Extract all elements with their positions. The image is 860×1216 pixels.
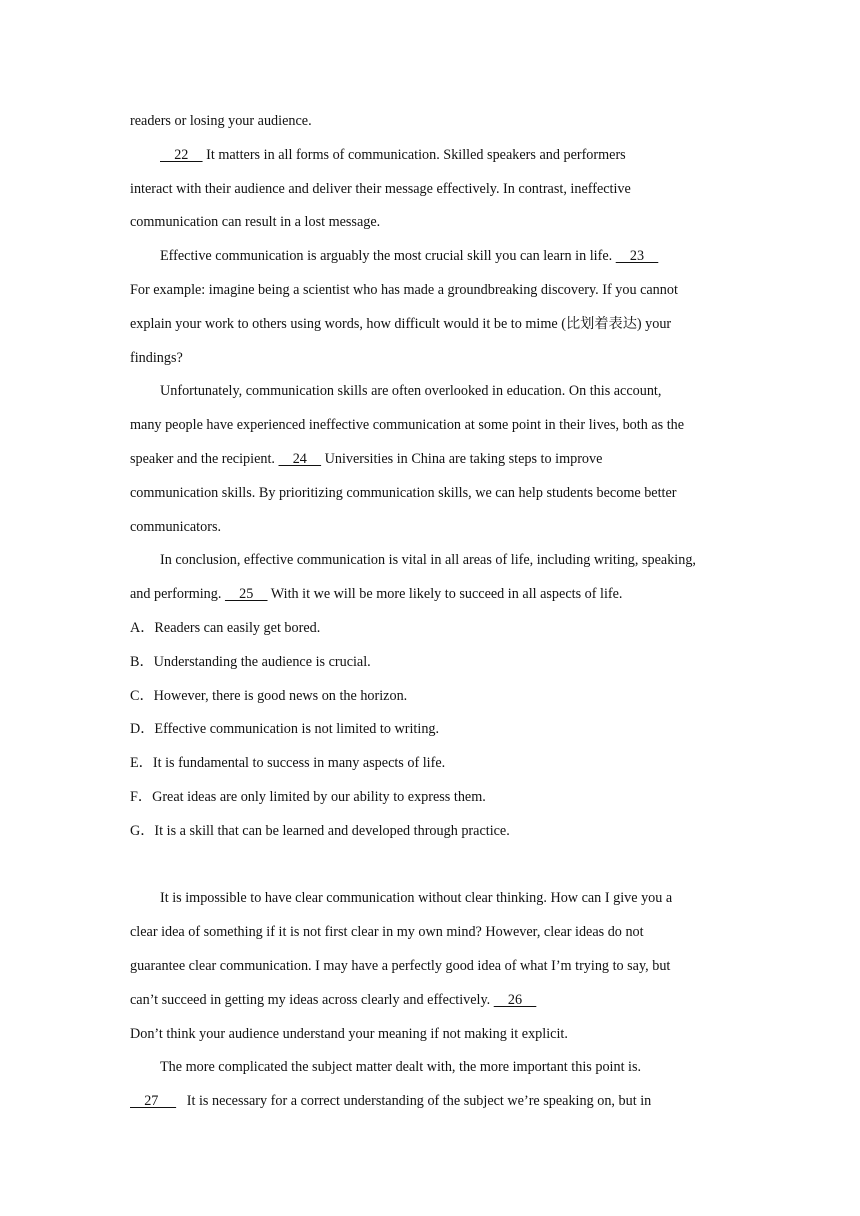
- passage-text: communicators.: [130, 518, 222, 535]
- text-line: [130, 1085, 740, 1119]
- answer-blank-25[interactable]: 25: [224, 586, 268, 603]
- passage-text: It is impossible to have clear communication without clear thinking. How can I give you a: [160, 890, 673, 907]
- text-line: [130, 173, 740, 207]
- passage-text: communication skills. By prioritizing communication skills, we can help students become better: [130, 484, 677, 501]
- option-e: [130, 747, 740, 781]
- option-text: G．It is a skill that can be learned and developed through practice.: [130, 822, 510, 839]
- text-line: [130, 409, 740, 443]
- passage-text: It is necessary for a correct understanding of the subject we’re speaking on, but in: [176, 1093, 652, 1110]
- paragraph-start-line: [130, 240, 740, 274]
- paragraph-start-line: [130, 139, 740, 173]
- passage-text: With it we will be more likely to succeed in all aspects of life.: [267, 586, 623, 603]
- answer-blank-24[interactable]: 24: [278, 450, 322, 467]
- passage-text: clear idea of something if it is not first clear in my own mind? However, clear ideas do not: [130, 924, 644, 941]
- answer-blank-23[interactable]: 23: [615, 248, 659, 265]
- passage-text: interact with their audience and deliver their message effectively. In contrast, ineffective: [130, 180, 631, 197]
- passage-text: Universities in China are taking steps to improve: [321, 450, 603, 467]
- passage-text: speaker and the recipient.: [130, 450, 279, 467]
- passage-text: readers or losing your audience.: [130, 113, 312, 129]
- passage-text: It matters in all forms of communication. Skilled speakers and performers: [202, 146, 626, 163]
- paragraph-start-line: [130, 882, 740, 916]
- section-gap: [130, 849, 740, 883]
- text-line: [130, 105, 740, 139]
- text-line: [130, 984, 740, 1018]
- passage-text: Unfortunately, communication skills are often overlooked in education. On this account,: [160, 383, 662, 400]
- option-text: F．Great ideas are only limited by our ability to express them.: [130, 788, 486, 805]
- text-line: [130, 308, 740, 342]
- paragraph-start-line: [130, 544, 740, 578]
- text-line: [130, 578, 740, 612]
- option-text: A．Readers can easily get bored.: [130, 619, 321, 636]
- answer-blank-26[interactable]: 26: [493, 991, 537, 1008]
- passage-text: can’t succeed in getting my ideas across clearly and effectively.: [130, 991, 494, 1008]
- passage-text: The more complicated the subject matter dealt with, the more important this point is.: [160, 1059, 642, 1076]
- text-line: [130, 916, 740, 950]
- passage-text: communication can result in a lost message.: [130, 214, 381, 231]
- option-text: D．Effective communication is not limited to writing.: [130, 721, 440, 738]
- text-line: [130, 274, 740, 308]
- text-line: [130, 477, 740, 511]
- text-line: [130, 443, 740, 477]
- option-c: [130, 680, 740, 714]
- answer-blank-27[interactable]: 27: [130, 1093, 177, 1110]
- option-f: [130, 781, 740, 815]
- text-line: [130, 1018, 740, 1052]
- passage-text: In conclusion, effective communication is vital in all areas of life, including writing, speaking,: [160, 552, 696, 569]
- paragraph-start-line: [130, 375, 740, 409]
- passage-text: For example: imagine being a scientist who has made a groundbreaking discovery. If you cannot: [130, 281, 678, 298]
- text-line: [130, 342, 740, 376]
- option-d: [130, 713, 740, 747]
- option-text: C．However, there is good news on the horizon.: [130, 687, 408, 704]
- option-g: [130, 815, 740, 849]
- option-text: E．It is fundamental to success in many aspects of life.: [130, 755, 446, 772]
- text-line: [130, 206, 740, 240]
- passage-text: and performing.: [130, 586, 225, 603]
- answer-blank-22[interactable]: 22: [160, 146, 203, 163]
- text-line: [130, 950, 740, 984]
- text-line: [130, 511, 740, 545]
- option-a: [130, 612, 740, 646]
- paragraph-start-line: [130, 1051, 740, 1085]
- option-b: [130, 646, 740, 680]
- passage-text: many people have experienced ineffective communication at some point in their lives, both as the: [130, 417, 685, 434]
- document-page: [130, 105, 740, 1119]
- passage-text: guarantee clear communication. I may have a perfectly good idea of what I’m trying to say, but: [130, 957, 671, 974]
- passage-text: explain your work to others using words, how difficult would it be to mime (比划着表达) your: [130, 315, 672, 332]
- passage-text: Don’t think your audience understand your meaning if not making it explicit.: [130, 1025, 568, 1042]
- option-text: B．Understanding the audience is crucial.: [130, 653, 371, 670]
- passage-text: Effective communication is arguably the most crucial skill you can learn in life.: [160, 248, 616, 265]
- passage-text: findings?: [130, 349, 183, 366]
